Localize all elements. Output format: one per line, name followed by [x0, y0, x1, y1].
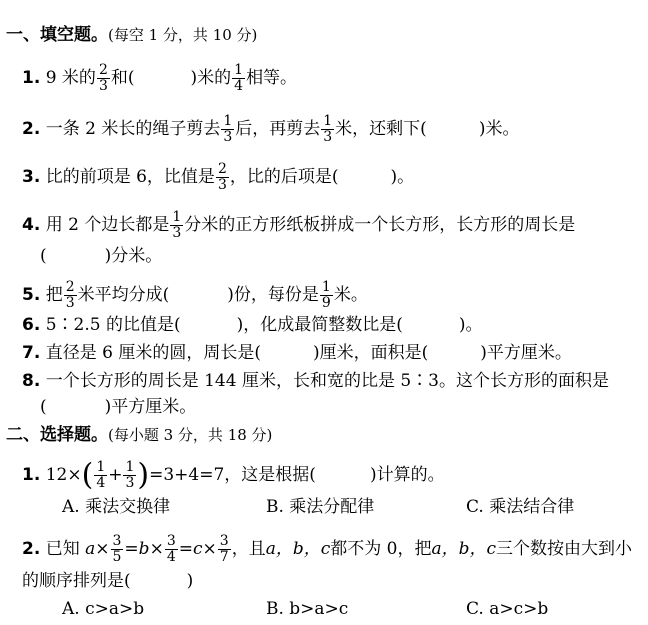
fraction: $\frac{1}{3}$ [223, 113, 233, 145]
fraction: $\frac{3}{5}$ [112, 533, 122, 565]
variable-a: a [85, 539, 96, 559]
question-text: )平方厘米。 [480, 343, 572, 363]
question-text: 直径是 6 厘米的圆，周长是( [45, 343, 261, 363]
fraction: $\frac{1}{4}$ [234, 62, 244, 94]
question-text: )厘米，面积是( [312, 343, 429, 363]
fill-question-3 [22, 162, 414, 193]
choice-1-option-a[interactable]: A. 乘法交换律 [62, 497, 171, 517]
question-number: 5. [22, 285, 41, 305]
fill-question-4 [22, 210, 575, 241]
left-paren-icon: ( [81, 457, 94, 493]
fraction: $\frac{2}{3}$ [65, 279, 75, 311]
times-sign: × [95, 539, 110, 559]
fill-question-2 [22, 114, 519, 145]
question-text: 一条 2 米长的绳子剪去 [45, 119, 221, 139]
question-text: )平方厘米。 [104, 397, 197, 417]
fraction: $\frac{3}{4}$ [166, 533, 176, 565]
question-number: 2. [22, 539, 41, 559]
question-number: 6. [22, 315, 41, 335]
question-text: =3+4=7，这是根据( [149, 465, 316, 485]
question-text: 比的前项是 6，比值是 [45, 167, 215, 187]
fill-question-4-line2 [40, 245, 162, 267]
section1-title: 一、填空题。 [6, 25, 108, 45]
question-text: )米。 [478, 119, 520, 139]
question-text: )。 [458, 315, 483, 335]
question-text: 米平均分成( [77, 285, 170, 305]
fraction: $\frac{1}{9}$ [321, 279, 331, 311]
section1-header [6, 24, 257, 46]
question-text: )米的 [190, 68, 232, 88]
question-text: 相等。 [246, 68, 298, 88]
question-text: 12× [45, 465, 82, 485]
choice-question-2-line2 [22, 570, 193, 592]
question-number: 1. [22, 465, 41, 485]
question-text: 9 米的 [45, 68, 96, 88]
choice-2-option-b[interactable]: B. b>a>c [266, 599, 349, 619]
question-text: 后，再剪去 [235, 119, 321, 139]
fraction: $\frac{2}{3}$ [217, 161, 227, 193]
fill-question-1 [22, 63, 297, 94]
question-text: 5∶2.5 的比值是( [45, 315, 181, 335]
question-number: 1. [22, 68, 41, 88]
question-text: ( [40, 397, 47, 417]
question-text: )份，每份是 [227, 285, 319, 305]
times-sign: × [202, 539, 217, 559]
section2-header [6, 424, 272, 446]
choice-question-1 [22, 457, 445, 493]
choice-2-option-a[interactable]: A. c>a>b [62, 599, 145, 619]
question-number: 4. [22, 215, 41, 235]
question-text: 和( [110, 68, 135, 88]
question-text: 把 [45, 285, 63, 305]
question-text: 都不为 0，把 [330, 539, 432, 559]
choice-1-option-c[interactable]: C. 乘法结合律 [466, 497, 575, 517]
fraction: $\frac{2}{3}$ [98, 62, 108, 94]
fill-question-7 [22, 342, 572, 364]
question-text: 用 2 个边长都是 [45, 215, 170, 235]
question-text: 米，还剩下( [335, 119, 427, 139]
question-text: 一个长方形的周长是 144 厘米，长和宽的比是 5∶3。这个长方形的面积是 [45, 371, 609, 391]
question-number: 2. [22, 119, 41, 139]
fill-question-6 [22, 314, 483, 336]
question-text: 分米的正方形纸板拼成一个长方形，长方形的周长是 [184, 215, 576, 235]
question-text: 米。 [333, 285, 368, 305]
right-paren-icon: ) [137, 457, 150, 493]
section1-note: (每空 1 分，共 10 分) [108, 26, 258, 44]
question-number: 7. [22, 343, 41, 363]
question-text: 的顺序排列是( [22, 571, 131, 591]
question-number: 8. [22, 371, 41, 391]
choice-question-2 [22, 534, 632, 565]
fill-question-8-line2 [40, 396, 196, 418]
fraction: $\frac{3}{7}$ [219, 533, 229, 565]
plus-sign: + [108, 465, 123, 485]
question-text: ，且 [231, 539, 266, 559]
fill-question-8 [22, 370, 609, 392]
variables-list: a，b，c [431, 539, 497, 559]
times-sign: × [149, 539, 164, 559]
question-text: ) [186, 571, 194, 591]
variable-c: c [192, 539, 203, 559]
question-text: 已知 [45, 539, 80, 559]
fraction: $\frac{1}{3}$ [125, 459, 135, 491]
question-text: ，比的后项是( [229, 167, 339, 187]
choice-2-option-c[interactable]: C. a>c>b [466, 599, 549, 619]
variables-list: a，b，c [265, 539, 331, 559]
question-number: 3. [22, 167, 41, 187]
equals-sign: = [124, 539, 139, 559]
fraction: $\frac{1}{3}$ [323, 113, 333, 145]
variable-b: b [138, 539, 150, 559]
question-text: 三个数按由大到小 [496, 539, 633, 559]
fraction: $\frac{1}{4}$ [96, 459, 106, 491]
section2-title: 二、选择题。 [6, 425, 108, 445]
choice-1-option-b[interactable]: B. 乘法分配律 [266, 497, 375, 517]
question-text: )。 [390, 167, 415, 187]
question-text: ( [40, 246, 47, 266]
fill-question-5 [22, 280, 368, 311]
question-text: )计算的。 [369, 465, 445, 485]
equals-sign: = [178, 539, 193, 559]
section2-note: (每小题 3 分，共 18 分) [108, 426, 273, 444]
fraction: $\frac{1}{3}$ [172, 209, 182, 241]
question-text: )分米。 [104, 246, 163, 266]
question-text: )，化成最简整数比是( [236, 315, 403, 335]
